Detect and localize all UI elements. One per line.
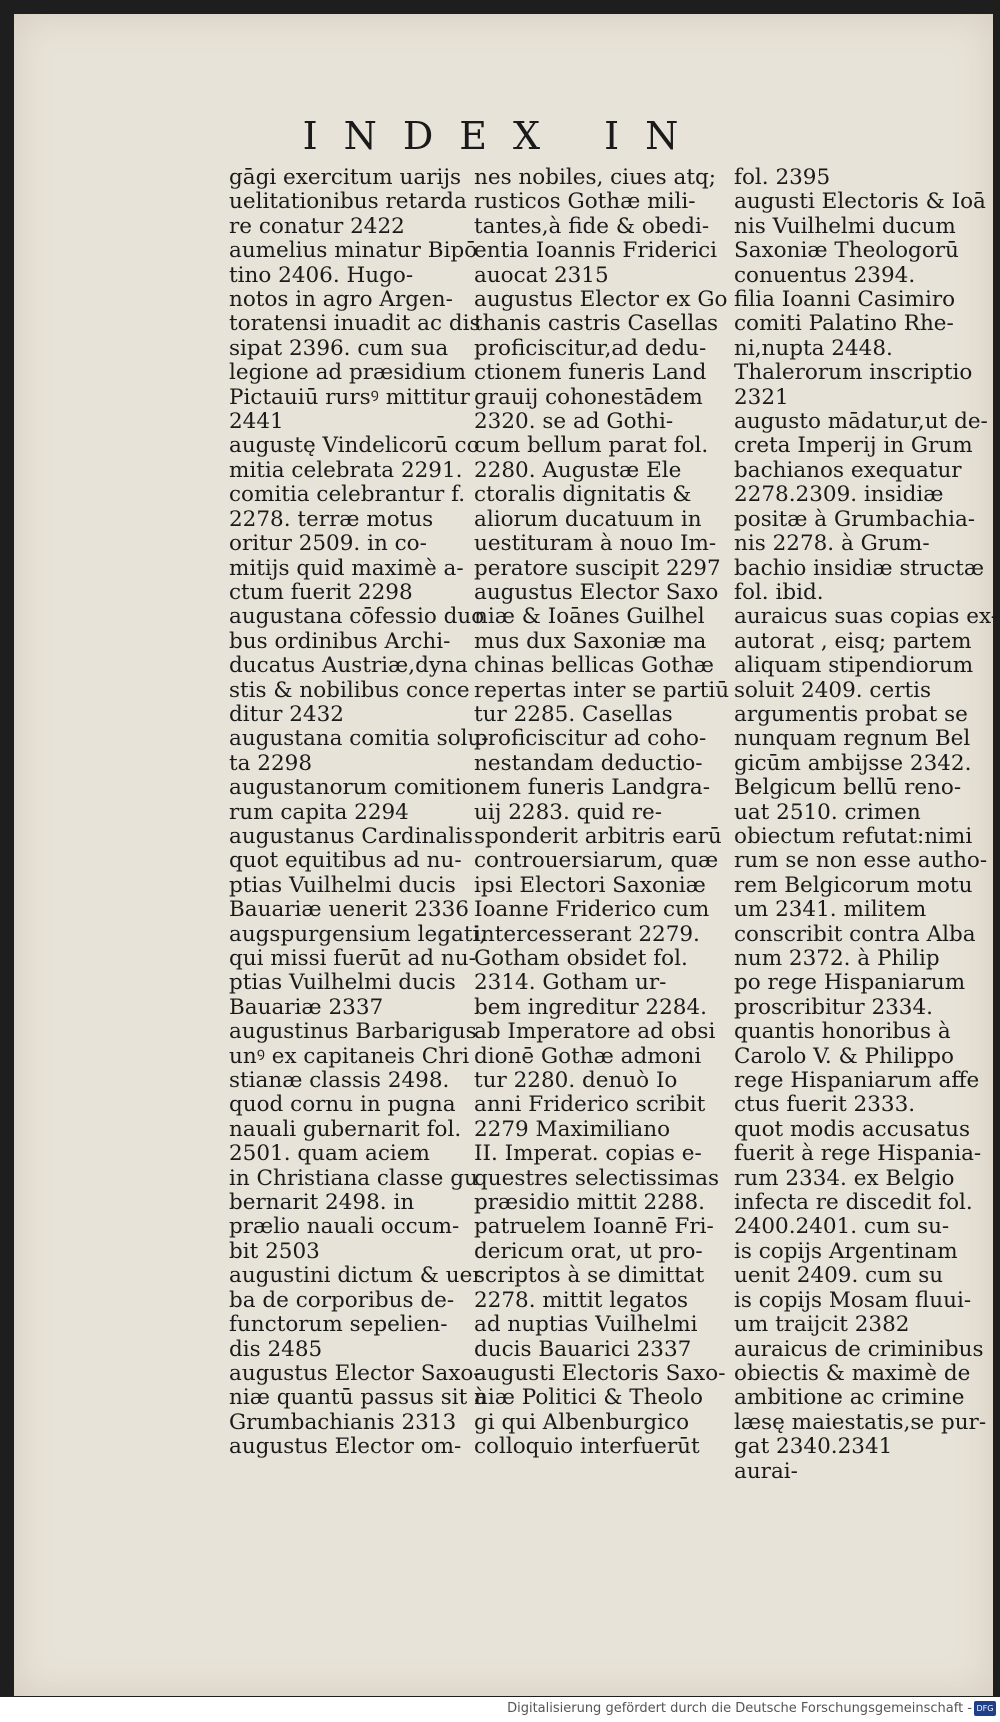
- index-line: augustinus Barbarigus: [229, 1019, 477, 1045]
- book-page: [14, 14, 999, 1696]
- index-line: rum capita 2294: [229, 799, 409, 825]
- index-line: positæ à Grumbachia-: [734, 506, 976, 532]
- index-line: augustanus Cardinalis: [229, 823, 473, 849]
- index-line: chinas bellicas Gothæ: [474, 653, 714, 679]
- index-line: repertas inter se partiū: [474, 677, 730, 703]
- index-line: notos in agro Argen-: [229, 287, 453, 313]
- index-line: um traijcit 2382: [734, 1312, 910, 1338]
- index-line: mus dux Saxoniæ ma: [474, 628, 707, 654]
- index-line: 2320. se ad Gothi-: [474, 409, 674, 435]
- index-line: proficiscitur ad coho-: [474, 726, 707, 752]
- index-line: auocat 2315: [474, 262, 609, 288]
- index-line: gat 2340.2341: [734, 1434, 893, 1460]
- index-line: Thalerorum inscriptio: [734, 360, 973, 386]
- index-line: quot equitibus ad nu-: [229, 848, 462, 874]
- index-line: nunquam regnum Bel: [734, 726, 971, 752]
- index-line: aliquam stipendiorum: [734, 653, 974, 679]
- index-line: sponderit arbitris earū: [474, 823, 722, 849]
- index-line: gicūm ambijsse 2342.: [734, 750, 972, 776]
- index-line: stis & nobilibus conce: [229, 677, 470, 703]
- index-line: um 2341. militem: [734, 897, 927, 923]
- index-line: comitia celebrantur f.: [229, 482, 466, 508]
- index-line: controuersiarum, quæ: [474, 848, 719, 874]
- index-line: is copijs Mosam fluui-: [734, 1287, 972, 1313]
- index-line: 2278.2309. insidiæ: [734, 482, 944, 508]
- index-line: ni,nupta 2448.: [734, 335, 893, 361]
- index-column-3: [734, 165, 999, 1484]
- index-line: Bauariæ uenerit 2336: [229, 897, 469, 923]
- index-column-2: [474, 165, 730, 1460]
- index-line: nauali gubernarit fol.: [229, 1116, 462, 1142]
- index-line: augustus Elector ex Go: [474, 287, 728, 313]
- index-line: tantes,à fide & obedi-: [474, 213, 710, 239]
- index-line: rum 2334. ex Belgio: [734, 1165, 955, 1191]
- index-line: infecta re discedit fol.: [734, 1190, 973, 1216]
- index-line: augustanorum comitio: [229, 775, 475, 801]
- index-line: Belgicum bellū reno-: [734, 775, 962, 801]
- index-line: sipat 2396. cum sua: [229, 335, 449, 361]
- index-line: ditur 2432: [229, 701, 344, 727]
- index-line: obiectis & maximè de: [734, 1360, 971, 1386]
- index-line: in Christiana classe gu: [229, 1165, 478, 1191]
- index-line: 2400.2401. cum su-: [734, 1214, 950, 1240]
- index-line: autorat , eisq; partem: [734, 628, 972, 654]
- index-line: augspurgensium legati,: [229, 921, 487, 947]
- index-line: mitia celebrata 2291.: [229, 457, 463, 483]
- index-line: niæ & Ioānes Guilhel: [474, 604, 705, 630]
- index-line: ab Imperatore ad obsi: [474, 1019, 716, 1045]
- index-line: peratore suscipit 2297: [474, 555, 721, 581]
- index-line: creta Imperij in Grum: [734, 433, 973, 459]
- index-line: fol. ibid.: [734, 579, 824, 605]
- index-line: dericum orat, ut pro-: [474, 1238, 703, 1264]
- index-line: bachio insidiæ structæ: [734, 555, 985, 581]
- index-line: gāgi exercitum uarijs: [229, 165, 462, 190]
- index-line: functorum sepelien-: [229, 1312, 448, 1338]
- index-line: ta 2298: [229, 750, 313, 776]
- index-line: legione ad præsidium: [229, 360, 467, 386]
- index-line: bachianos exequatur: [734, 457, 962, 483]
- index-line: gi qui Albenburgico: [474, 1409, 690, 1435]
- index-line: re conatur 2422: [229, 213, 405, 239]
- index-line: argumentis probat se: [734, 701, 968, 727]
- index-line: filia Ioanni Casimiro: [734, 287, 956, 313]
- index-line: uenit 2409. cum su: [734, 1263, 944, 1289]
- index-line: proficiscitur,ad dedu-: [474, 335, 707, 361]
- index-line: nem funeris Landgra-: [474, 775, 711, 801]
- index-line: bus ordinibus Archi-: [229, 628, 451, 654]
- index-line: entia Ioannis Friderici: [474, 238, 718, 264]
- funding-credit: Digitalisierung gefördert durch die Deutsche Forschungsgemeinschaft -: [507, 1701, 972, 1716]
- index-column-1: [229, 165, 489, 1460]
- index-line: Bauariæ 2337: [229, 994, 384, 1020]
- index-line: aliorum ducatuum in: [474, 506, 702, 532]
- index-line: tur 2280. denuò Io: [474, 1068, 678, 1094]
- running-head: INDEX IN: [302, 114, 705, 158]
- index-line: ctus fuerit 2333.: [734, 1092, 916, 1118]
- index-line: niæ quantū passus sit à: [229, 1385, 487, 1411]
- index-line: rege Hispaniarum affe: [734, 1068, 980, 1094]
- index-line: quantis honoribus à: [734, 1019, 951, 1045]
- index-line: prælio nauali occum-: [229, 1214, 460, 1240]
- index-line: fuerit à rege Hispania-: [734, 1141, 982, 1167]
- index-line: rum se non esse autho-: [734, 848, 988, 874]
- index-line: niæ Politici & Theolo: [474, 1385, 703, 1411]
- index-line: 2321: [734, 384, 789, 410]
- index-line: augusti Electoris & Ioā: [734, 189, 986, 215]
- index-line: ba de corporibus de-: [229, 1287, 455, 1313]
- index-line: oritur 2509. in co-: [229, 531, 427, 557]
- index-line: colloquio interfuerūt: [474, 1434, 700, 1460]
- index-line: rusticos Gothæ mili-: [474, 189, 696, 215]
- index-line: 2441: [229, 409, 284, 435]
- index-line: thanis castris Casellas: [474, 311, 719, 337]
- index-line: proscribitur 2334.: [734, 994, 934, 1020]
- index-line: ipsi Electori Saxoniæ: [474, 872, 706, 898]
- index-line: nis Vuilhelmi ducum: [734, 213, 956, 239]
- index-line: ambitione ac crimine: [734, 1385, 965, 1411]
- index-line: bit 2503: [229, 1238, 320, 1264]
- index-line: nestandam deductio-: [474, 750, 703, 776]
- index-line: Grumbachianis 2313: [229, 1409, 457, 1435]
- index-line: grauij cohonestādem: [474, 384, 703, 410]
- index-line: aumelius minatur Bipō: [229, 238, 478, 264]
- index-line: augusti Electoris Saxo-: [474, 1360, 726, 1386]
- index-line: augustana cōfessio duo: [229, 604, 485, 630]
- index-line: Carolo V. & Philippo: [734, 1043, 954, 1069]
- index-line: comiti Palatino Rhe-: [734, 311, 954, 337]
- index-line: Ioanne Friderico cum: [474, 897, 710, 923]
- index-line: augustus Elector Saxo-: [229, 1360, 481, 1386]
- index-line: conuentus 2394.: [734, 262, 916, 288]
- index-line: augustini dictum & uer: [229, 1263, 483, 1289]
- index-line: quod cornu in pugna: [229, 1092, 456, 1118]
- index-line: fol. 2395: [734, 165, 831, 190]
- index-line: unꝰ ex capitaneis Chri: [229, 1043, 470, 1069]
- index-line: Gotham obsidet fol.: [474, 946, 688, 971]
- index-line: augusto mādatur,ut de-: [734, 409, 988, 435]
- index-line: augustę Vindelicorū co: [229, 433, 480, 459]
- index-line: ctionem funeris Land: [474, 360, 707, 386]
- index-line: 2501. quam aciem: [229, 1141, 430, 1167]
- index-line: læsę maiestatis,se pur-: [734, 1409, 987, 1435]
- index-line: questres selectissimas: [474, 1165, 719, 1191]
- index-line: tur 2285. Casellas: [474, 701, 673, 727]
- index-line: is copijs Argentinam: [734, 1238, 958, 1264]
- footer-bar: [0, 1697, 1000, 1722]
- index-line: rem Belgicorum motu: [734, 872, 973, 898]
- dfg-logo-icon: DFG: [974, 1701, 996, 1716]
- index-line: conscribit contra Alba: [734, 921, 976, 947]
- index-line: po rege Hispaniarum: [734, 970, 966, 996]
- index-line: nis 2278. à Grum-: [734, 531, 930, 557]
- index-line: uij 2283. quid re-: [474, 799, 662, 825]
- index-line: soluit 2409. certis: [734, 677, 932, 703]
- index-line: dionē Gothæ admoni: [474, 1043, 702, 1069]
- index-line: uat 2510. crimen: [734, 799, 921, 825]
- index-line: dis 2485: [229, 1336, 323, 1362]
- index-line: bernarit 2498. in: [229, 1190, 415, 1216]
- index-line: aurai-: [734, 1458, 798, 1484]
- index-line: augustus Elector Saxo: [474, 579, 719, 605]
- index-line: num 2372. à Philip: [734, 946, 940, 971]
- index-line: 2314. Gotham ur-: [474, 970, 667, 996]
- index-line: Saxoniæ Theologorū: [734, 238, 959, 264]
- index-line: toratensi inuadit ac dis: [229, 311, 481, 337]
- index-line: bem ingreditur 2284.: [474, 994, 707, 1020]
- index-line: quot modis accusatus: [734, 1116, 970, 1142]
- index-line: 2280. Augustæ Ele: [474, 457, 682, 483]
- index-line: intercesserant 2279.: [474, 921, 700, 947]
- index-line: II. Imperat. copias e-: [474, 1141, 702, 1167]
- index-line: ptias Vuilhelmi ducis: [229, 970, 456, 996]
- index-line: augustana comitia solu-: [229, 726, 489, 752]
- index-line: præsidio mittit 2288.: [474, 1190, 706, 1216]
- index-line: auraicus suas copias ex-: [734, 604, 999, 630]
- index-line: 2278. mittit legatos: [474, 1287, 689, 1313]
- index-line: Pictauiū rursꝰ mittitur: [229, 384, 470, 410]
- index-line: mitijs quid maximè a-: [229, 555, 464, 581]
- index-line: tino 2406. Hugo-: [229, 262, 414, 288]
- index-line: auraicus de criminibus: [734, 1336, 984, 1362]
- index-line: augustus Elector om-: [229, 1434, 462, 1460]
- index-line: ad nuptias Vuilhelmi: [474, 1312, 698, 1338]
- index-line: patruelem Ioannē Fri-: [474, 1214, 714, 1240]
- index-line: ctum fuerit 2298: [229, 579, 413, 605]
- index-line: uestituram à nouo Im-: [474, 531, 717, 557]
- index-line: obiectum refutat:nimi: [734, 823, 973, 849]
- index-line: scriptos à se dimittat: [474, 1263, 705, 1289]
- index-line: ducatus Austriæ,dyna: [229, 653, 468, 679]
- index-line: ctoralis dignitatis &: [474, 482, 692, 508]
- index-line: 2279 Maximiliano: [474, 1116, 671, 1142]
- index-line: anni Friderico scribit: [474, 1092, 706, 1118]
- index-line: 2278. terræ motus: [229, 506, 434, 532]
- index-line: nes nobiles, ciues atq;: [474, 165, 716, 190]
- index-line: ptias Vuilhelmi ducis: [229, 872, 456, 898]
- index-line: qui missi fuerūt ad nu-: [229, 946, 476, 971]
- index-line: ducis Bauarici 2337: [474, 1336, 692, 1362]
- index-line: uelitationibus retarda: [229, 189, 467, 215]
- index-line: stianæ classis 2498.: [229, 1068, 450, 1094]
- index-line: cum bellum parat fol.: [474, 433, 709, 459]
